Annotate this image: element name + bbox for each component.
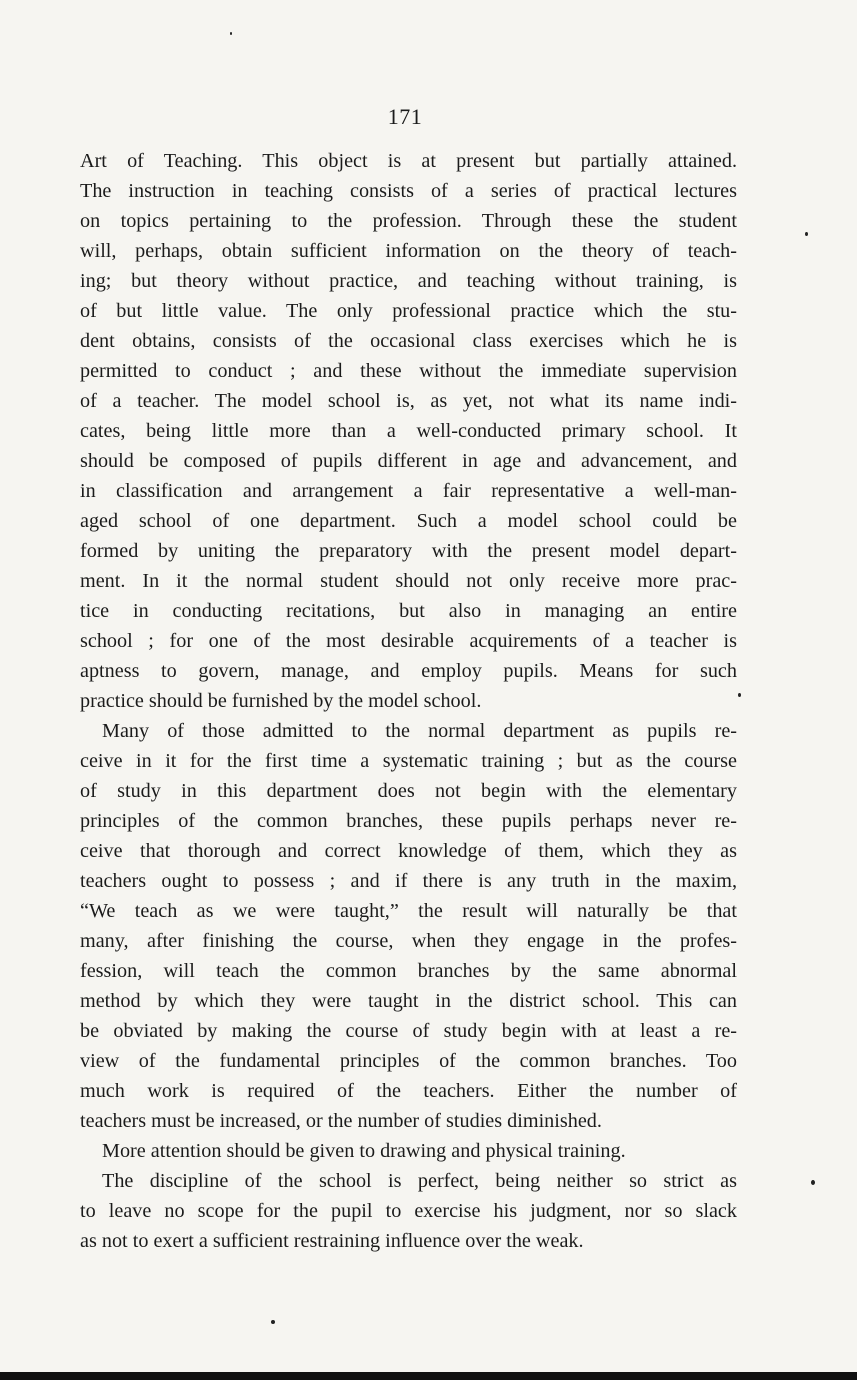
text-line: The instruction in teaching consists of a series of practical lectures <box>80 180 737 202</box>
text-line: dent obtains, consists of the occasional class exercises which he is <box>80 330 737 352</box>
page-number: 171 <box>387 104 423 129</box>
body-text <box>80 146 737 1256</box>
text-line: much work is required of the teachers. Either the number of <box>80 1080 737 1102</box>
paragraph <box>80 1166 737 1256</box>
text-line: The discipline of the school is perfect, being neither so strict as <box>102 1170 737 1192</box>
text-line: Many of those admitted to the normal department as pupils re- <box>102 720 737 742</box>
text-line: many, after finishing the course, when they engage in the profes- <box>80 930 737 952</box>
text-line: aged school of one department. Such a model school could be <box>80 510 737 532</box>
text-line: formed by uniting the preparatory with the present model depart- <box>80 540 737 562</box>
text-line: will, perhaps, obtain sufficient information on the theory of teach- <box>80 240 737 262</box>
text-line: ceive in it for the first time a systematic training ; but as the course <box>80 750 737 772</box>
text-line: of study in this department does not begin with the elementary <box>80 780 737 802</box>
text-line: tice in conducting recitations, but also in managing an entire <box>80 600 737 622</box>
text-line: principles of the common branches, these pupils perhaps never re- <box>80 810 737 832</box>
text-line: ceive that thorough and correct knowledge of them, which they as <box>80 840 737 862</box>
page-bottom-edge <box>0 1372 857 1380</box>
text-line: Art of Teaching. This object is at present but partially attained. <box>80 150 737 172</box>
paragraph <box>80 716 737 1136</box>
text-line: permitted to conduct ; and these without the immediate supervision <box>80 360 737 382</box>
ink-speck <box>230 32 232 35</box>
text-line: method by which they were taught in the district school. This can <box>80 990 737 1012</box>
text-line: as not to exert a sufficient restraining influence over the weak. <box>80 1230 584 1252</box>
text-line: cates, being little more than a well-conducted primary school. It <box>80 420 737 442</box>
paragraph <box>80 146 737 716</box>
text-line: school ; for one of the most desirable acquirements of a teacher is <box>80 630 737 652</box>
ink-speck <box>271 1320 275 1324</box>
ink-speck <box>811 1180 815 1185</box>
text-line: in classification and arrangement a fair representative a well-man- <box>80 480 737 502</box>
text-line: teachers must be increased, or the number of studies diminished. <box>80 1110 602 1132</box>
text-line: aptness to govern, manage, and employ pupils. Means for such <box>80 660 737 682</box>
text-line: of a teacher. The model school is, as yet, not what its name indi- <box>80 390 737 412</box>
text-line: be obviated by making the course of study begin with at least a re- <box>80 1020 737 1042</box>
text-line: More attention should be given to drawing and physical training. <box>102 1140 626 1162</box>
text-line: ing; but theory without practice, and teaching without training, is <box>80 270 737 292</box>
text-line: to leave no scope for the pupil to exercise his judgment, nor so slack <box>80 1200 737 1222</box>
text-line: teachers ought to possess ; and if there is any truth in the maxim, <box>80 870 737 892</box>
text-line: of but little value. The only professional practice which the stu- <box>80 300 737 322</box>
text-line: should be composed of pupils different in age and advancement, and <box>80 450 737 472</box>
ink-speck <box>738 693 741 697</box>
text-line: ment. In it the normal student should not only receive more prac- <box>80 570 737 592</box>
text-line: fession, will teach the common branches by the same abnormal <box>80 960 737 982</box>
text-line: practice should be furnished by the model school. <box>80 690 482 712</box>
text-line: “We teach as we were taught,” the result will naturally be that <box>80 900 737 922</box>
ink-speck <box>805 232 808 236</box>
paragraph <box>80 1136 737 1166</box>
text-line: view of the fundamental principles of the common branches. Too <box>80 1050 737 1072</box>
text-line: on topics pertaining to the profession. Through these the student <box>80 210 737 232</box>
